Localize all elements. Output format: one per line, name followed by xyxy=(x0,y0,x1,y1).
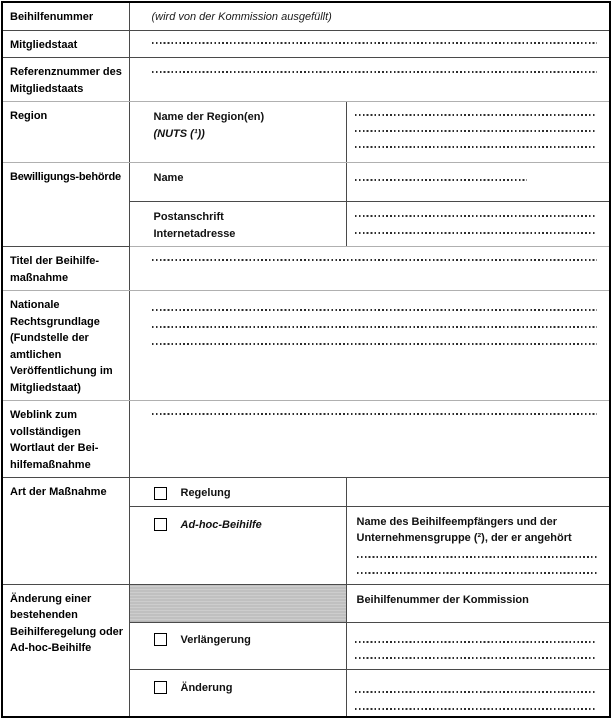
fill-in-dotted-line xyxy=(355,232,598,234)
row-label-referenznummer xyxy=(2,58,129,102)
row-label-beihilfenummer xyxy=(2,2,129,30)
label-text: Art der Maßnahme xyxy=(10,486,107,498)
fill-in-dotted-line xyxy=(152,343,598,345)
fill-in-dotted-line xyxy=(357,572,598,574)
fill-in-dotted-line xyxy=(357,556,598,558)
regelung-option xyxy=(154,485,342,502)
fill-in-dotted-line xyxy=(152,71,598,73)
regelung-checkbox[interactable] xyxy=(154,487,167,500)
label-text: Nationale Rechtsgrundlage (Fundstelle der amtlichen Veröffentlichung im Mitgliedstaat) xyxy=(10,299,113,394)
row-region xyxy=(2,102,610,163)
region-field-label: Name der Region(en) xyxy=(153,111,265,123)
fill-in-dotted-line xyxy=(355,215,598,217)
cell-regelung-empty xyxy=(346,478,610,507)
fill-in-dotted-line xyxy=(355,114,598,116)
row-rechtsgrundlage xyxy=(2,291,610,401)
name-label: Name xyxy=(153,172,184,184)
cell-region-input xyxy=(346,102,610,163)
cell-referenznummer-input xyxy=(129,58,610,102)
commission-fill-note: (wird von der Kommission ausgefüllt) xyxy=(151,11,332,23)
fill-in-dotted-line xyxy=(355,641,598,643)
cell-region-field-label xyxy=(129,102,346,163)
row-label-weblink xyxy=(2,401,129,478)
shaded-cell xyxy=(129,584,346,622)
fill-in-dotted-line xyxy=(152,326,598,328)
cell-aenderung-input xyxy=(346,669,610,717)
nuts-note: (NUTS (¹)) xyxy=(153,127,205,140)
verlaengerung-label: Verlängerung xyxy=(180,633,251,646)
fill-in-dotted-line xyxy=(152,42,598,44)
row-mitgliedstaat xyxy=(2,30,610,58)
regelung-label: Regelung xyxy=(180,487,231,499)
cell-option-verlaengerung xyxy=(129,622,346,669)
label-text: Titel der Beihilfe-maßnahme xyxy=(10,255,100,284)
fill-in-dotted-line xyxy=(355,146,598,148)
adhoc-label: Ad-hoc-Beihilfe xyxy=(180,518,262,531)
row-weblink xyxy=(2,401,610,478)
cell-behoerde-adresse-labels xyxy=(129,202,346,247)
cell-behoerde-name-label xyxy=(129,163,346,202)
state-aid-notification-form xyxy=(1,1,611,718)
fill-in-dotted-line xyxy=(152,259,598,261)
fill-in-dotted-line xyxy=(355,657,598,659)
cell-behoerde-name-input xyxy=(346,163,610,202)
row-aenderung-kommission xyxy=(2,584,610,622)
postanschrift-label: Postanschrift xyxy=(153,211,224,223)
row-beihilfenummer xyxy=(2,2,610,30)
cell-adhoc-beneficiary xyxy=(346,506,610,584)
fill-in-dotted-line xyxy=(355,708,598,710)
verlaengerung-checkbox[interactable] xyxy=(154,633,167,646)
cell-titel-input xyxy=(129,247,610,291)
row-label-bewilligungsbehoerde xyxy=(2,163,129,247)
aenderung-checkbox[interactable] xyxy=(154,681,167,694)
row-label-mitgliedstaat xyxy=(2,30,129,58)
cell-verlaengerung-input xyxy=(346,622,610,669)
row-referenznummer xyxy=(2,58,610,102)
label-text: Mitgliedstaat xyxy=(10,38,78,51)
label-text: Änderung einer bestehenden Beihilferegelung oder Ad-hoc-Beihilfe xyxy=(10,592,124,654)
row-label-titel xyxy=(2,247,129,291)
fill-in-dotted-line xyxy=(152,309,598,311)
cell-kommissionsnummer-label xyxy=(346,584,610,622)
row-label-art-der-massnahme xyxy=(2,478,129,585)
row-bewilligungsbehoerde-name xyxy=(2,163,610,202)
label-text: Weblink zum vollständigen Wortlaut der Bei-hilfemaßnahme xyxy=(10,409,99,471)
fill-in-dotted-line xyxy=(355,130,598,132)
row-label-rechtsgrundlage xyxy=(2,291,129,401)
verlaengerung-option xyxy=(154,632,342,649)
kommissionsnummer-label: Beihilfenummer der Kommission xyxy=(356,593,529,606)
cell-option-regelung xyxy=(129,478,346,507)
fill-in-dotted-line xyxy=(152,413,598,415)
aenderung-label: Änderung xyxy=(180,681,233,694)
fill-in-dotted-line xyxy=(355,179,527,181)
internetadresse-label: Internetadresse xyxy=(153,227,236,240)
cell-option-aenderung xyxy=(129,669,346,717)
cell-beihilfenummer-value xyxy=(129,2,610,30)
label-text: Region xyxy=(10,110,48,122)
fill-in-dotted-line xyxy=(355,691,598,693)
cell-mitgliedstaat-input xyxy=(129,30,610,58)
beneficiary-note: Name des Beihilfeempfängers und der Unternehmensgruppe (²), der er angehört xyxy=(356,515,572,544)
label-text: Referenznummer des Mitgliedstaats xyxy=(10,66,122,95)
row-titel xyxy=(2,247,610,291)
label-text: Beihilfenummer xyxy=(10,11,94,23)
adhoc-checkbox[interactable] xyxy=(154,518,167,531)
label-text: Bewilligungs-behörde xyxy=(10,171,121,183)
cell-option-adhoc xyxy=(129,506,346,584)
row-label-region xyxy=(2,102,129,163)
adhoc-option xyxy=(154,517,342,534)
row-art-regelung xyxy=(2,478,610,507)
cell-weblink-input xyxy=(129,401,610,478)
cell-rechtsgrundlage-input xyxy=(129,291,610,401)
cell-behoerde-adresse-input xyxy=(346,202,610,247)
row-label-aenderung xyxy=(2,584,129,717)
